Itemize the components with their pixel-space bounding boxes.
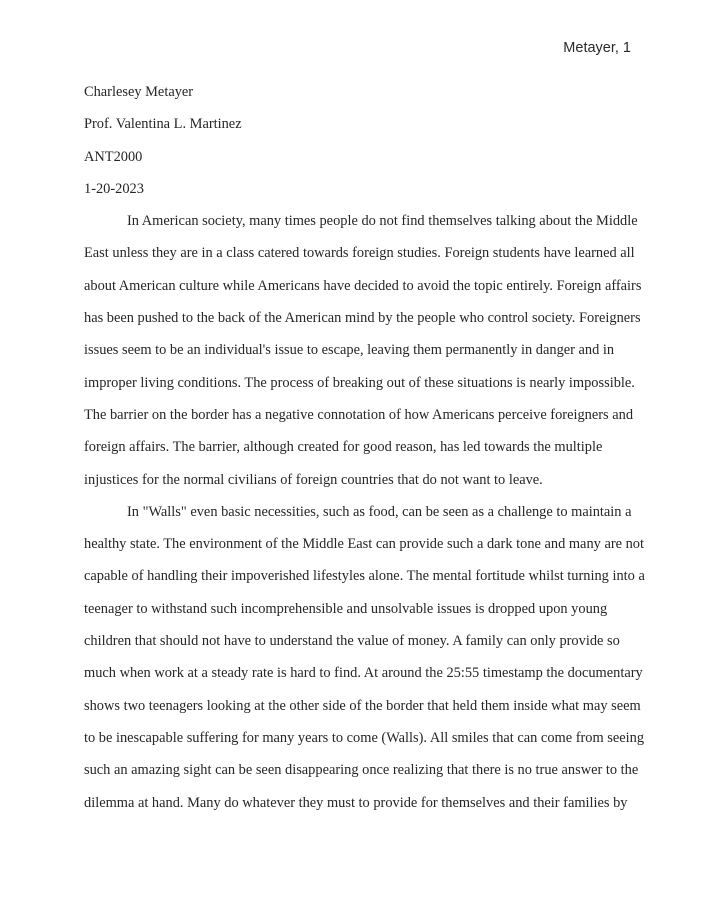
running-head: Metayer, 1 (563, 40, 631, 56)
paragraph-line: foreign affairs. The barrier, although created for good reason, has led towards the multiple (84, 439, 603, 456)
paragraph-line: dilemma at hand. Many do whatever they must to provide for themselves and their families by (84, 794, 628, 811)
paragraph-line: such an amazing sight can be seen disappearing once realizing that there is no true answer to the (84, 762, 639, 779)
paragraph-line: injustices for the normal civilians of foreign countries that do not want to leave. (84, 471, 543, 488)
paragraph-line: shows two teenagers looking at the other side of the border that held them inside what may seem (84, 697, 641, 714)
paragraph-line: to be inescapable suffering for many years to come (Walls). All smiles that can come from seeing (84, 729, 645, 746)
paragraph-line: capable of handling their impoverished lifestyles alone. The mental fortitude whilst turning into a (84, 568, 645, 585)
paragraph-line: about American culture while Americans have decided to avoid the topic entirely. Foreign affairs (84, 277, 642, 294)
paragraph-line: has been pushed to the back of the American mind by the people who control society. Foreigners (84, 310, 641, 327)
paragraph-1 (84, 211, 642, 502)
author-name: Charlesey Metayer (84, 84, 194, 100)
paragraph-line: improper living conditions. The process of breaking out of these situations is nearly impossible. (84, 374, 635, 391)
paragraph-line: much when work at a steady rate is hard to find. At around the 25:55 timestamp the documentary (84, 665, 643, 682)
paragraph-2 (84, 502, 645, 825)
paragraph-line: issues seem to be an individual's issue to escape, leaving them permanently in danger and in (84, 342, 615, 359)
paragraph-line: In American society, many times people do not find themselves talking about the Middle (127, 213, 638, 230)
instructor-name: Prof. Valentina L. Martinez (84, 116, 242, 133)
date: 1-20-2023 (84, 180, 144, 197)
course-code: ANT2000 (84, 148, 143, 165)
paragraph-line: The barrier on the border has a negative connotation of how Americans perceive foreigners and (84, 406, 634, 423)
paragraph-line: children that should not have to understand the value of money. A family can only provide so (84, 633, 620, 650)
document-body (84, 82, 645, 825)
paragraph-line: In "Walls" even basic necessities, such as food, can be seen as a challenge to maintain a (127, 503, 632, 520)
paragraph-line: healthy state. The environment of the Middle East can provide such a dark tone and many are not (84, 536, 644, 553)
paragraph-line: teenager to withstand such incomprehensible and unsolvable issues is dropped upon young (84, 600, 608, 617)
paragraph-line: East unless they are in a class catered towards foreign studies. Foreign students have learned all (84, 245, 635, 262)
